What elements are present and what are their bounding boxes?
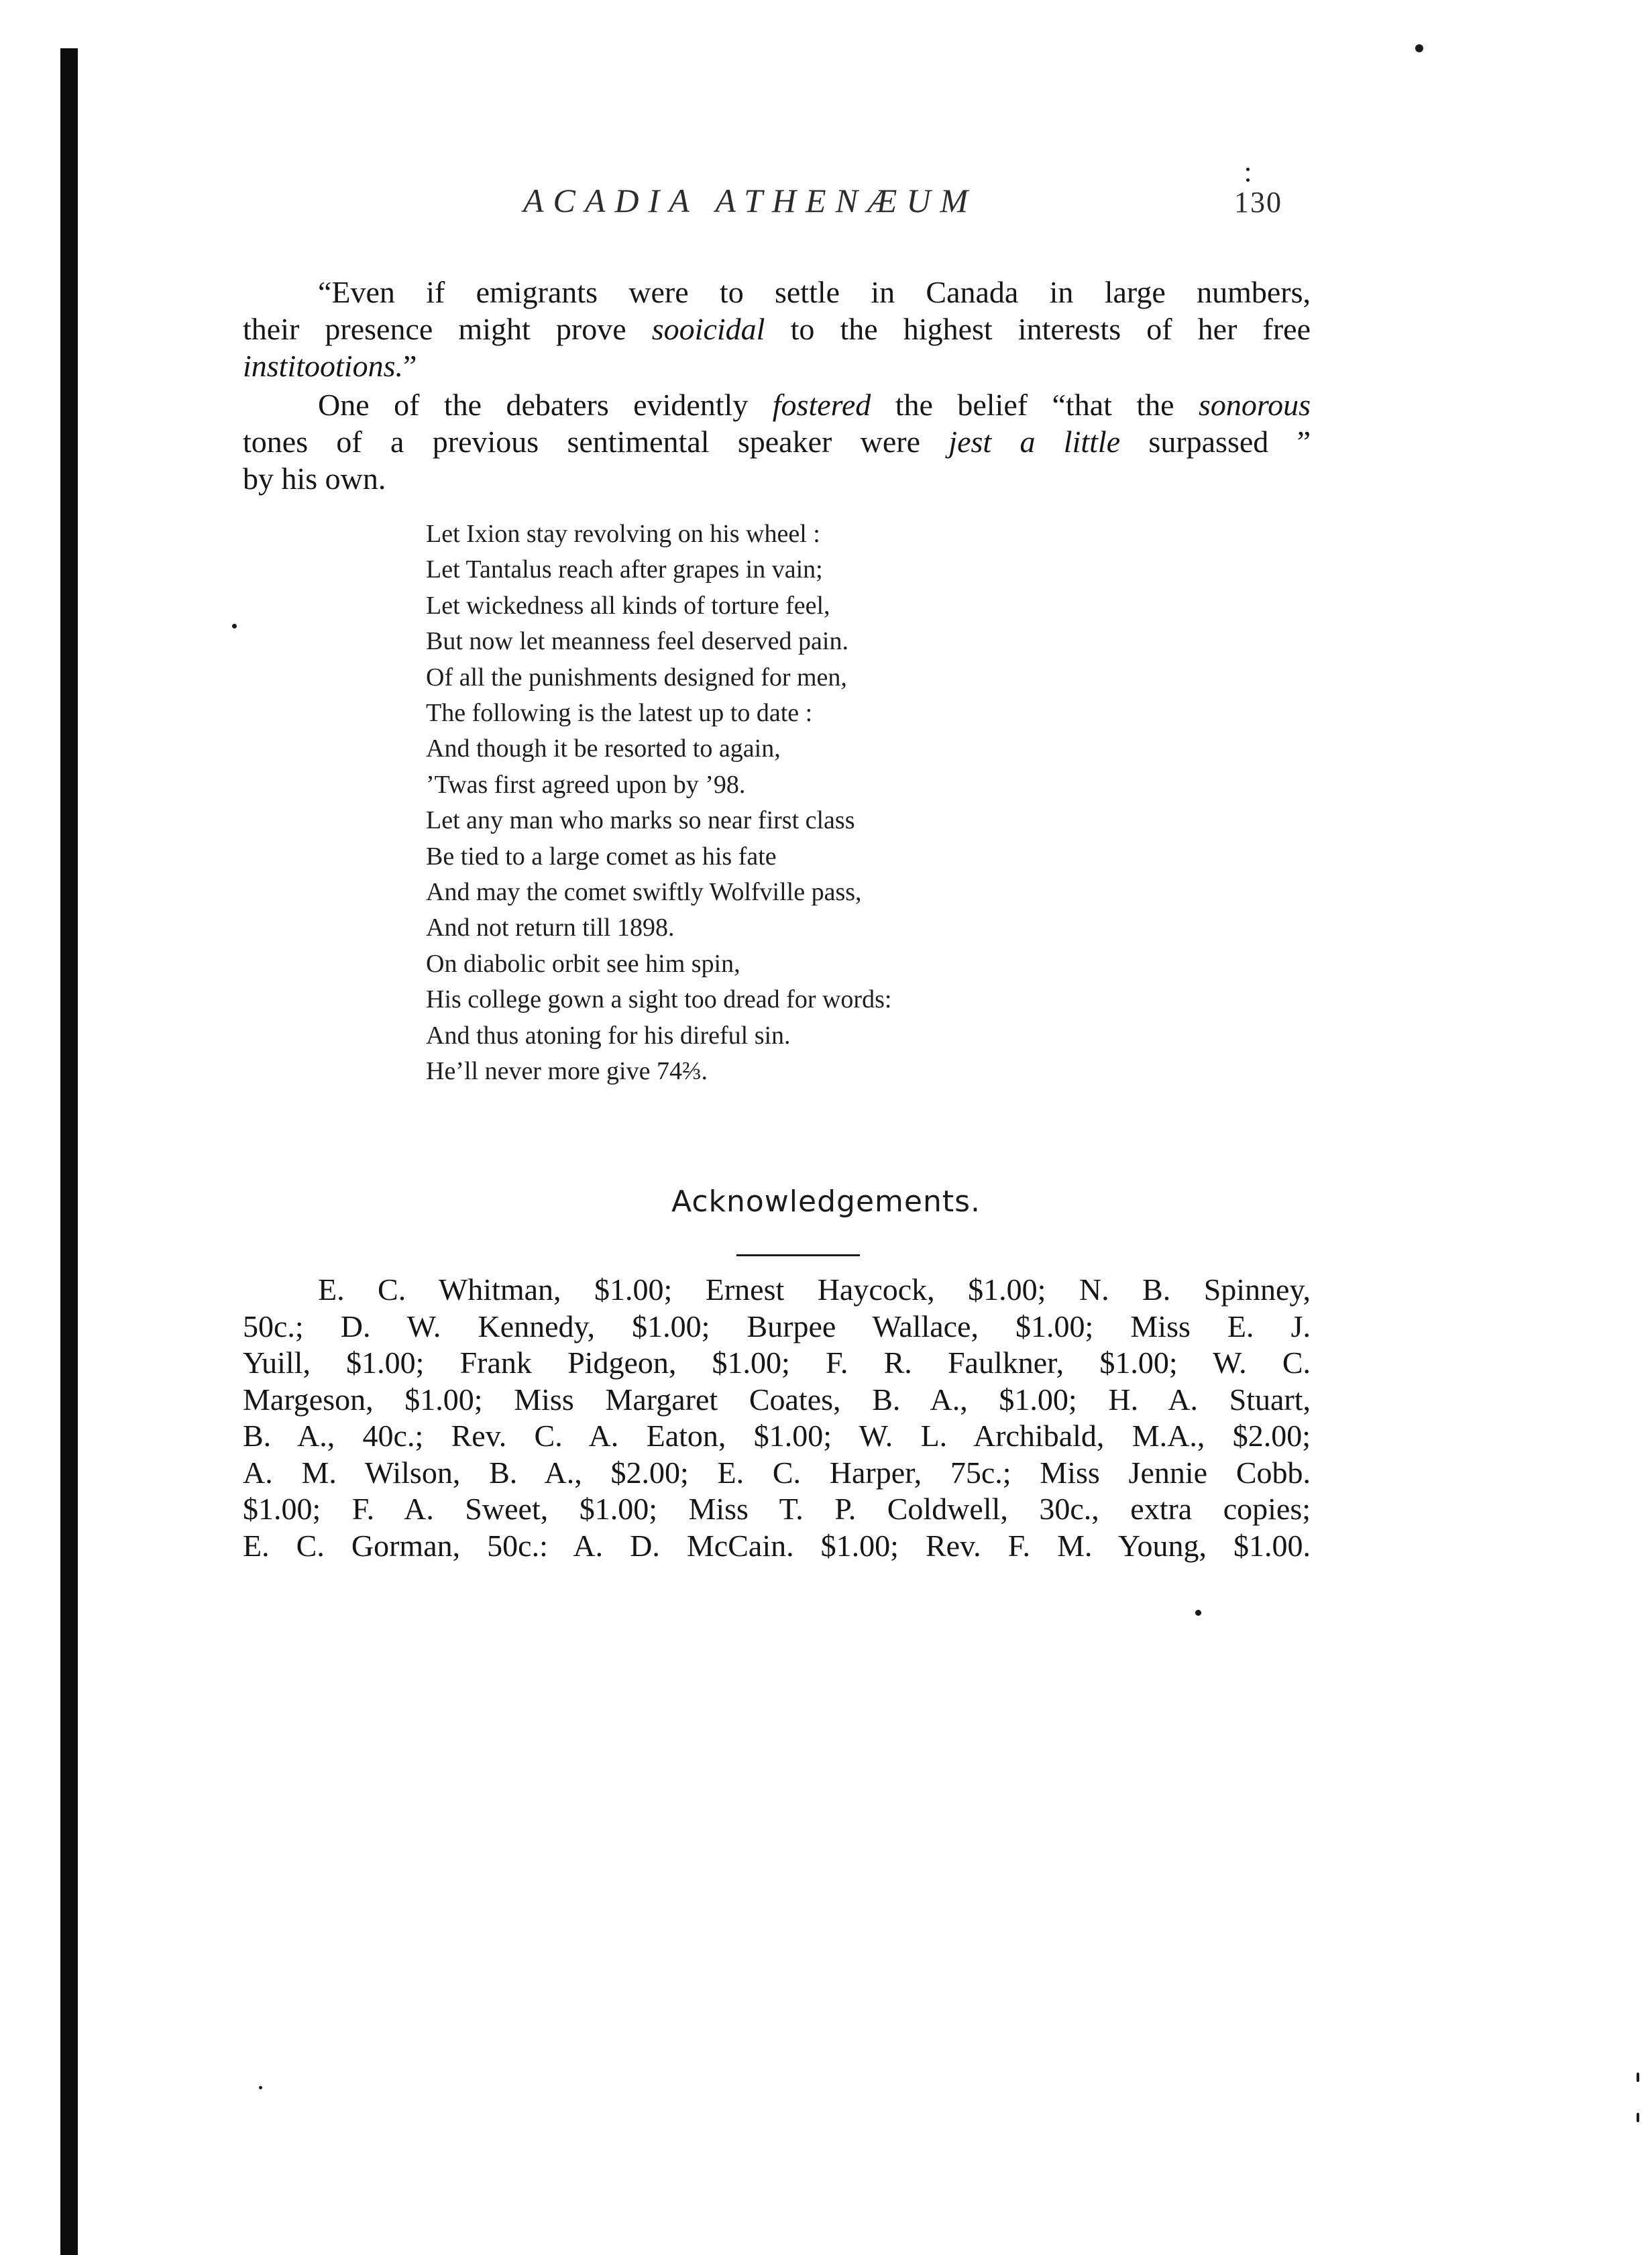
ink-speck — [1195, 1610, 1201, 1616]
poem-line: Of all the punishments designed for men, — [426, 663, 847, 692]
poem-line: He’ll never more give 74⅔. — [426, 1057, 708, 1086]
ack-line: E. C. Whitman, $1.00; Ernest Haycock, $1.00; N. B. Spinney, — [318, 1272, 1311, 1307]
poem-line: On diabolic orbit see him spin, — [426, 949, 740, 978]
quote-paragraph — [243, 274, 1311, 384]
quote-line-2: their presence might prove sooicidal to the highest interests of her free — [243, 312, 1311, 346]
ack-line: Margeson, $1.00; Miss Margaret Coates, B. A., $1.00; H. A. Stuart, — [243, 1382, 1311, 1417]
ink-speck — [1637, 2073, 1639, 2082]
ink-speck — [259, 2086, 262, 2089]
fostered-line-1: One of the debaters evidently fostered the belief “that the sonorous — [318, 388, 1311, 422]
ack-line: E. C. Gorman, 50c.: A. D. McCain. $1.00; Rev. F. M. Young, $1.00. — [243, 1528, 1311, 1563]
ack-line: 50c.; D. W. Kennedy, $1.00; Burpee Wallace, $1.00; Miss E. J. — [243, 1309, 1311, 1343]
poem-line: But now let meanness feel deserved pain. — [426, 627, 848, 656]
ink-speck — [1415, 44, 1423, 52]
heading-rule — [736, 1254, 860, 1256]
running-header — [241, 181, 1315, 241]
poem-line: ’Twas first agreed upon by ’98. — [426, 770, 746, 799]
poem-line: And not return till 1898. — [426, 914, 675, 942]
poem-line: His college gown a sight too dread for words: — [426, 985, 892, 1014]
ink-speck — [232, 624, 237, 628]
binding-edge — [60, 48, 78, 2255]
poem-line: And may the comet swiftly Wolfville pass, — [426, 878, 862, 907]
quote-line-1: “Even if emigrants were to settle in Canada in large numbers, — [318, 275, 1311, 309]
ack-line: Yuill, $1.00; Frank Pidgeon, $1.00; F. R. Faulkner, $1.00; W. C. — [243, 1345, 1311, 1380]
poem-line: And thus atoning for his direful sin. — [426, 1021, 791, 1050]
poem-line: Let wickedness all kinds of torture feel, — [426, 591, 830, 620]
poem-line: Be tied to a large comet as his fate — [426, 842, 777, 871]
fostered-line-2: tones of a previous sentimental speaker were jest a little surpassed ” — [243, 425, 1311, 459]
running-title: ACADIA ATHENÆUM — [523, 182, 978, 219]
fostered-paragraph — [243, 386, 1311, 497]
ack-line: B. A., 40c.; Rev. C. A. Eaton, $1.00; W. L. Archibald, M.A., $2.00; — [243, 1419, 1311, 1453]
ack-line: A. M. Wilson, B. A., $2.00; E. C. Harper, 75c.; Miss Jennie Cobb. — [243, 1455, 1311, 1490]
ack-line: $1.00; F. A. Sweet, $1.00; Miss T. P. Coldwell, 30c., extra copies; — [243, 1492, 1311, 1526]
ink-speck — [1637, 2113, 1639, 2122]
page-number: 130 — [1234, 186, 1282, 219]
poem-line: Let Ixion stay revolving on his wheel : — [426, 520, 820, 548]
poem-line: The following is the latest up to date : — [426, 699, 813, 728]
fostered-line-3: by his own. — [243, 461, 386, 496]
quote-line-3: institootions.” — [243, 349, 417, 383]
poem-line: Let Tantalus reach after grapes in vain; — [426, 555, 823, 584]
acknowledgements-list — [243, 1272, 1311, 1564]
acknowledgements-heading: Acknowledgements. — [671, 1185, 981, 1219]
ink-speck — [1246, 168, 1250, 171]
poem-line: And though it be resorted to again, — [426, 734, 781, 763]
poem — [426, 516, 1231, 1090]
poem-line: Let any man who marks so near first class — [426, 806, 855, 835]
